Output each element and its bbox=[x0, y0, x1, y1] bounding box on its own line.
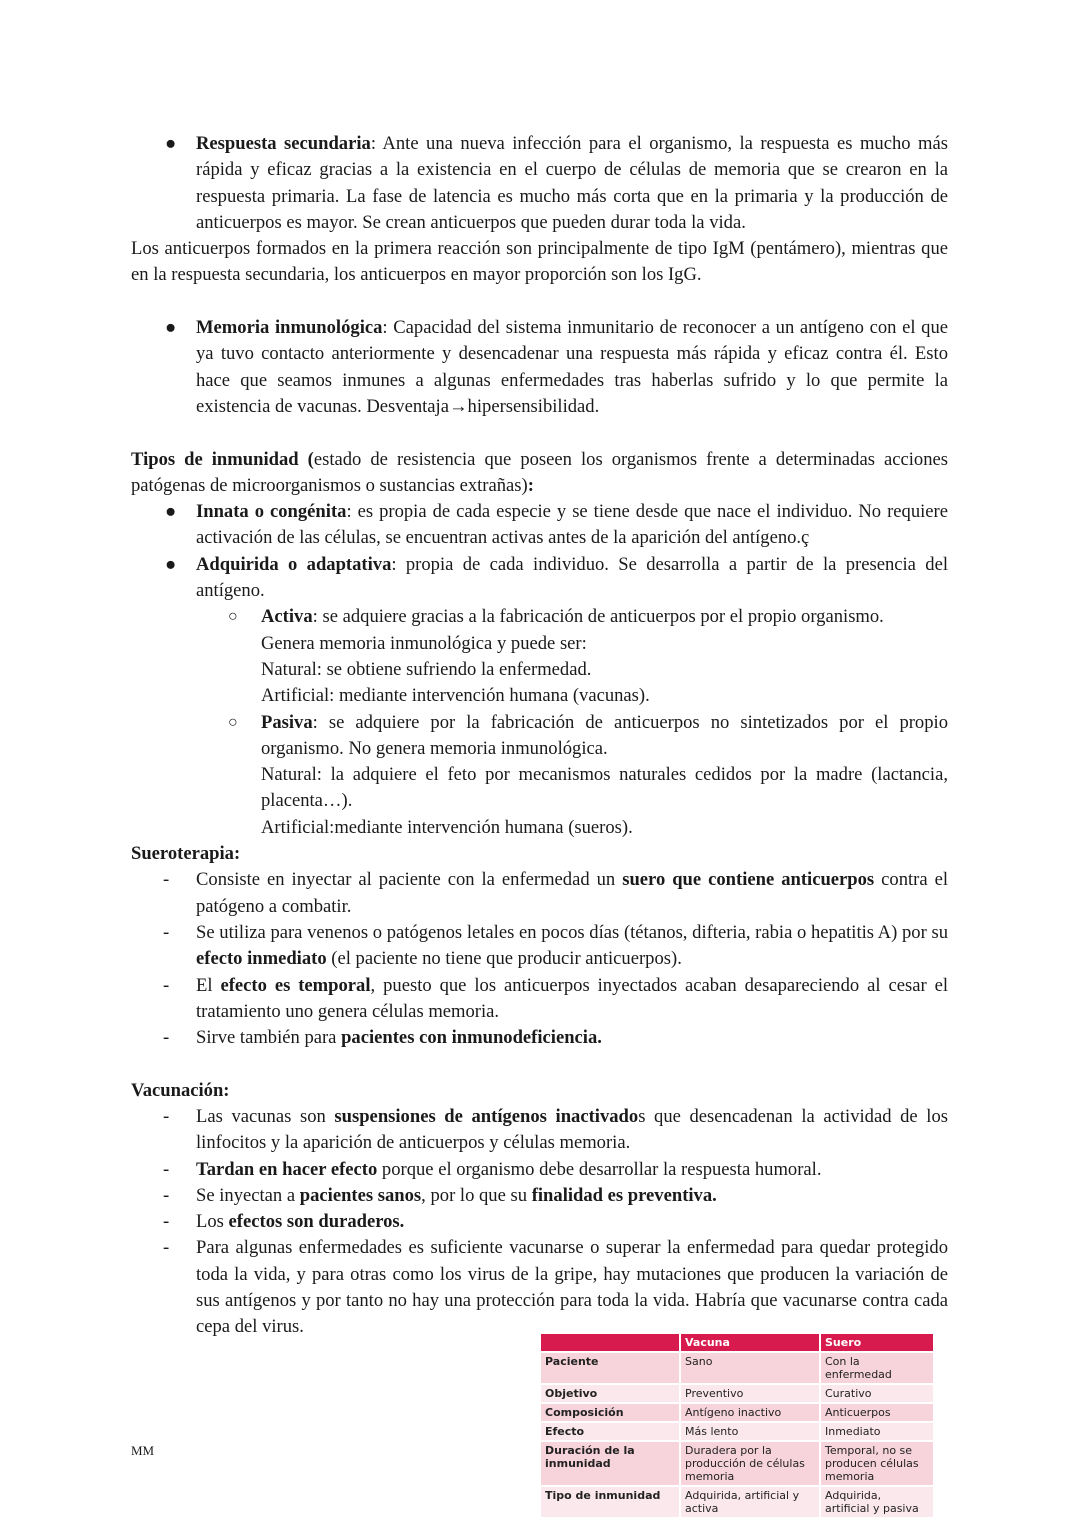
table-cell: Adquirida, artificial y activa bbox=[680, 1486, 820, 1518]
definition: : Ante una nueva infección para el organismo, la respuesta es mucho más rápida y eficaz gracias a la existencia en el cuerpo de células de memoria que se crearon en la respuesta primaria. La fase de latencia es mucho más corta que en la primaria y la producción de anticuerpos es mayor. Se crean anticuerpos que pueden durar toda la vida. bbox=[196, 133, 948, 233]
table-cell: Preventivo bbox=[680, 1384, 820, 1403]
table-cell: Adquirida, artificial y pasiva bbox=[820, 1486, 934, 1518]
table-row-header: Duración de la inmunidad bbox=[540, 1441, 680, 1486]
bullet-marker: ● bbox=[165, 501, 177, 523]
dash-marker: - bbox=[163, 1237, 170, 1259]
list-item-suero-4: - Sirve también para pacientes con inmunodeficiencia. bbox=[131, 1025, 948, 1051]
definition: : es propia de cada especie y se tiene desde que nace el individuo. No requiere activación de las células, se encuentran activas antes de la aparición del antígeno.ç bbox=[196, 501, 949, 549]
section-tipos-inmunidad: Tipos de inmunidad (estado de resistencia que poseen los organismos frente a determinadas acciones patógenas de microorganismos o sustancias extrañas): bbox=[131, 448, 948, 496]
table-header-cell: Suero bbox=[820, 1333, 934, 1352]
dash-marker: - bbox=[163, 869, 170, 891]
table-row bbox=[540, 1486, 934, 1518]
term: Adquirida o adaptativa bbox=[196, 553, 392, 575]
list-item-adquirida bbox=[131, 552, 948, 605]
term: Activa bbox=[261, 606, 313, 628]
circle-marker: ○ bbox=[228, 608, 238, 626]
list-item-innata bbox=[131, 499, 948, 552]
list-item-suero-1: - Consiste en inyectar al paciente con la enfermedad un suero que contiene anticuerpos contra el patógeno a combatir. bbox=[163, 869, 948, 917]
list-item-vacuna-3: - Se inyectan a pacientes sanos, por lo que su finalidad es preventiva. bbox=[131, 1183, 948, 1209]
table-header-row bbox=[540, 1333, 934, 1352]
table-row-header: Efecto bbox=[540, 1422, 680, 1441]
dash-marker: - bbox=[163, 1158, 170, 1180]
comparison-table bbox=[539, 1332, 935, 1519]
definition: : se adquiere por la fabricación de anticuerpos no sintetizados por el propio organismo. No genera memoria inmunológica. bbox=[261, 711, 948, 759]
list-item-vacuna-1: - Las vacunas son suspensiones de antígenos inactivados que desencadenan la actividad de los linfocitos y la aparición de anticuerpos y células memoria. bbox=[163, 1105, 948, 1154]
table-row-header: Tipo de inmunidad bbox=[540, 1486, 680, 1518]
definition: : propia de cada individuo. Se desarrolla a partir de la presencia del antígeno. bbox=[196, 553, 948, 602]
dash-marker: - bbox=[163, 1105, 170, 1127]
table-header-cell: Vacuna bbox=[680, 1333, 820, 1352]
table-cell: Inmediato bbox=[820, 1422, 934, 1441]
dash-marker: - bbox=[163, 1184, 170, 1206]
table-row bbox=[540, 1441, 934, 1486]
term: Respuesta secundaria bbox=[196, 133, 371, 154]
list-item-suero-2: - Se utiliza para venenos o patógenos letales en pocos días (tétanos, difteria, rabia o hepatitis A) por su efecto inmediato (el paciente no tiene que producir anticuerpos). bbox=[163, 921, 948, 970]
table-row bbox=[540, 1403, 934, 1422]
dash-marker: - bbox=[163, 1211, 170, 1233]
list-item-memoria-inmunologica bbox=[131, 315, 948, 420]
dash-marker: - bbox=[163, 974, 170, 996]
sub-item-activa: ○ Activa: se adquiere gracias a la fabricación de anticuerpos por el propio organismo. Genera memoria inmunológica y puede ser: Natural: se obtiene sufriendo la enfermedad. Artificial: mediante intervención humana (vacunas). bbox=[228, 606, 884, 707]
list-item-vacuna-4: - Los efectos son duraderos. bbox=[131, 1209, 948, 1235]
table-row bbox=[540, 1384, 934, 1403]
table-row-header: Composición bbox=[540, 1403, 680, 1422]
term: Pasiva bbox=[261, 711, 313, 733]
table-cell: Antígeno inactivo bbox=[680, 1403, 820, 1422]
sub-item-pasiva: ○ Pasiva: se adquiere por la fabricación de anticuerpos no sintetizados por el propio organismo. No genera memoria inmunológica. Natural: la adquiere el feto por mecanismos naturales cedidos por la madre (lactancia, placenta…). Artificial:mediante intervención humana (sueros). bbox=[228, 711, 948, 838]
section-heading-sueroterapia: Sueroterapia: bbox=[131, 843, 241, 865]
term: Innata o congénita bbox=[196, 501, 347, 523]
bullet-marker: ● bbox=[165, 317, 177, 339]
section-heading-vacunacion: Vacunación: bbox=[131, 1079, 230, 1101]
dash-marker: - bbox=[163, 1027, 170, 1049]
circle-marker: ○ bbox=[228, 713, 238, 731]
table-row-header: Paciente bbox=[540, 1352, 680, 1384]
section-heading: Tipos de inmunidad ( bbox=[131, 448, 314, 470]
table-row bbox=[540, 1422, 934, 1441]
table-row bbox=[540, 1352, 934, 1384]
definition: : Capacidad del sistema inmunitario de reconocer a un antígeno con el que ya tuvo contacto anteriormente y desencadenar una respuesta más rápida y eficaz contra él. Esto hace que seamos inmunes a algunas enfermedades tras haberlas sufrido y lo que permite la existencia de vacunas. Desventaja→hipersensibilidad. bbox=[196, 317, 949, 417]
table-cell: Duradera por la producción de células memoria bbox=[680, 1441, 820, 1486]
table-cell: Con la enfermedad bbox=[820, 1352, 934, 1384]
document-body bbox=[131, 131, 948, 1341]
list-item-vacuna-5: - Para algunas enfermedades es suficiente vacunarse o superar la enfermedad para quedar protegido toda la vida, y para otras como los virus de la gripe, hay mutaciones que producen la variación de sus antígenos y por tanto no hay una protección para toda la vida. Habría que vacunarse contra cada cepa del virus. bbox=[163, 1237, 948, 1338]
footer-initials: MM bbox=[131, 1443, 155, 1458]
table-cell: Temporal, no se producen células memoria bbox=[820, 1441, 934, 1486]
list-item-respuesta-secundaria bbox=[131, 131, 948, 236]
table-header-cell bbox=[540, 1333, 680, 1352]
paragraph-anticuerpos: Los anticuerpos formados en la primera reacción son principalmente de tipo IgM (pentámero), mientras que en la respuesta secundaria, los anticuerpos en mayor proporción son los IgG. bbox=[131, 238, 948, 286]
list-item-suero-3: - El efecto es temporal, puesto que los anticuerpos inyectados acaban desapareciendo al cesar el tratamiento uno genera células memoria. bbox=[163, 974, 948, 1022]
table-cell: Más lento bbox=[680, 1422, 820, 1441]
bullet-marker: ● bbox=[165, 133, 177, 154]
table-cell: Anticuerpos bbox=[820, 1403, 934, 1422]
list-item-vacuna-2: - Tardan en hacer efecto porque el organismo debe desarrollar la respuesta humoral. bbox=[131, 1157, 948, 1183]
section-description: estado de resistencia que poseen los organismos frente a determinadas acciones patógenas de microorganismos o sustancias extrañas) bbox=[131, 448, 948, 496]
definition: : se adquiere gracias a la fabricación de anticuerpos por el propio organismo. bbox=[312, 606, 884, 628]
dash-marker: - bbox=[163, 921, 170, 943]
table-cell: Sano bbox=[680, 1352, 820, 1384]
table-row-header: Objetivo bbox=[540, 1384, 680, 1403]
table-cell: Curativo bbox=[820, 1384, 934, 1403]
bullet-marker: ● bbox=[165, 553, 177, 575]
term: Memoria inmunológica bbox=[196, 317, 383, 339]
